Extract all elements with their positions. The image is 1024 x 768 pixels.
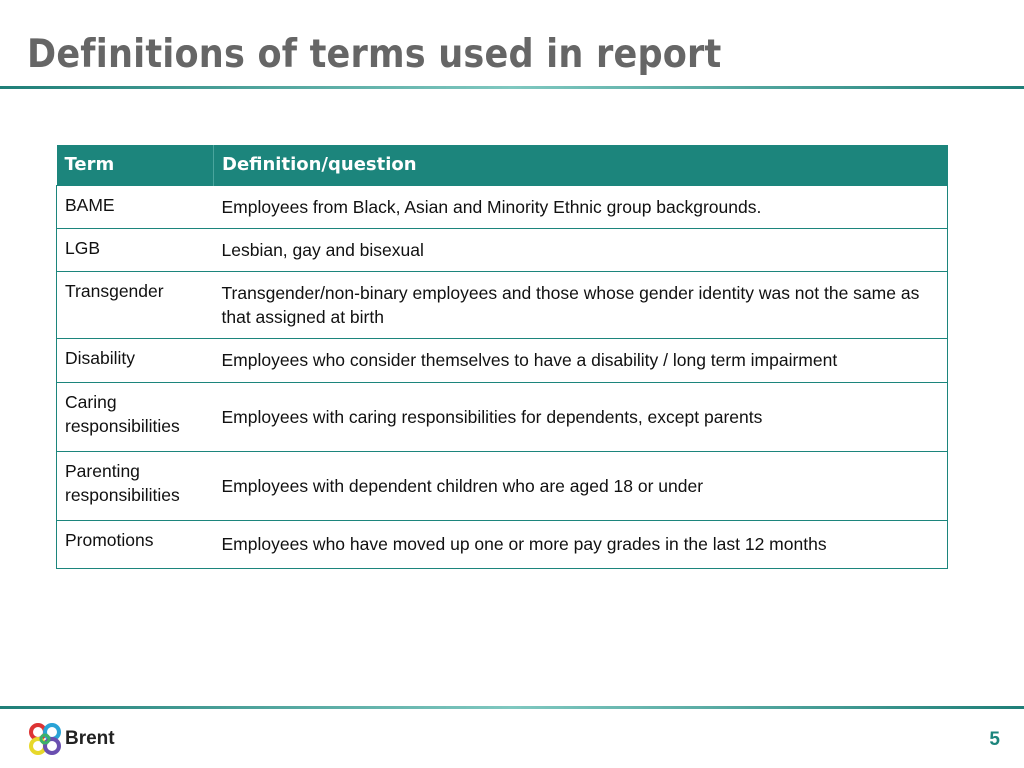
definition-cell: Lesbian, gay and bisexual [214, 228, 948, 271]
table-row [57, 228, 948, 271]
page-number: 5 [989, 729, 1000, 750]
table-row [57, 271, 948, 338]
brent-logo [28, 722, 115, 756]
footer-divider [0, 706, 1024, 709]
table-row [57, 338, 948, 382]
table-row [57, 520, 948, 568]
term-cell: Disability [57, 338, 214, 382]
column-header-term: Term [57, 145, 214, 185]
term-cell: BAME [57, 185, 214, 228]
term-cell: Transgender [57, 271, 214, 338]
term-cell: LGB [57, 228, 214, 271]
definitions-table [56, 145, 948, 569]
term-cell: Promotions [57, 520, 214, 568]
table-row [57, 185, 948, 228]
logo-text: Brent [65, 728, 115, 749]
term-cell: Parenting responsibilities [57, 451, 214, 520]
table-row [57, 451, 948, 520]
definition-cell: Employees with caring responsibilities for dependents, except parents [214, 382, 948, 451]
column-header-definition: Definition/question [214, 145, 948, 185]
header-divider [0, 86, 1024, 89]
page-title: Definitions of terms used in report [27, 32, 722, 77]
table-row [57, 382, 948, 451]
definition-cell: Employees who have moved up one or more pay grades in the last 12 months [214, 520, 948, 568]
definition-cell: Employees who consider themselves to have a disability / long term impairment [214, 338, 948, 382]
definition-cell: Employees from Black, Asian and Minority Ethnic group backgrounds. [214, 185, 948, 228]
definition-cell: Transgender/non-binary employees and those whose gender identity was not the same as that assigned at birth [214, 271, 948, 338]
brent-logo-icon [28, 722, 62, 756]
term-cell: Caring responsibilities [57, 382, 214, 451]
table-header-row [57, 145, 948, 185]
definition-cell: Employees with dependent children who are aged 18 or under [214, 451, 948, 520]
